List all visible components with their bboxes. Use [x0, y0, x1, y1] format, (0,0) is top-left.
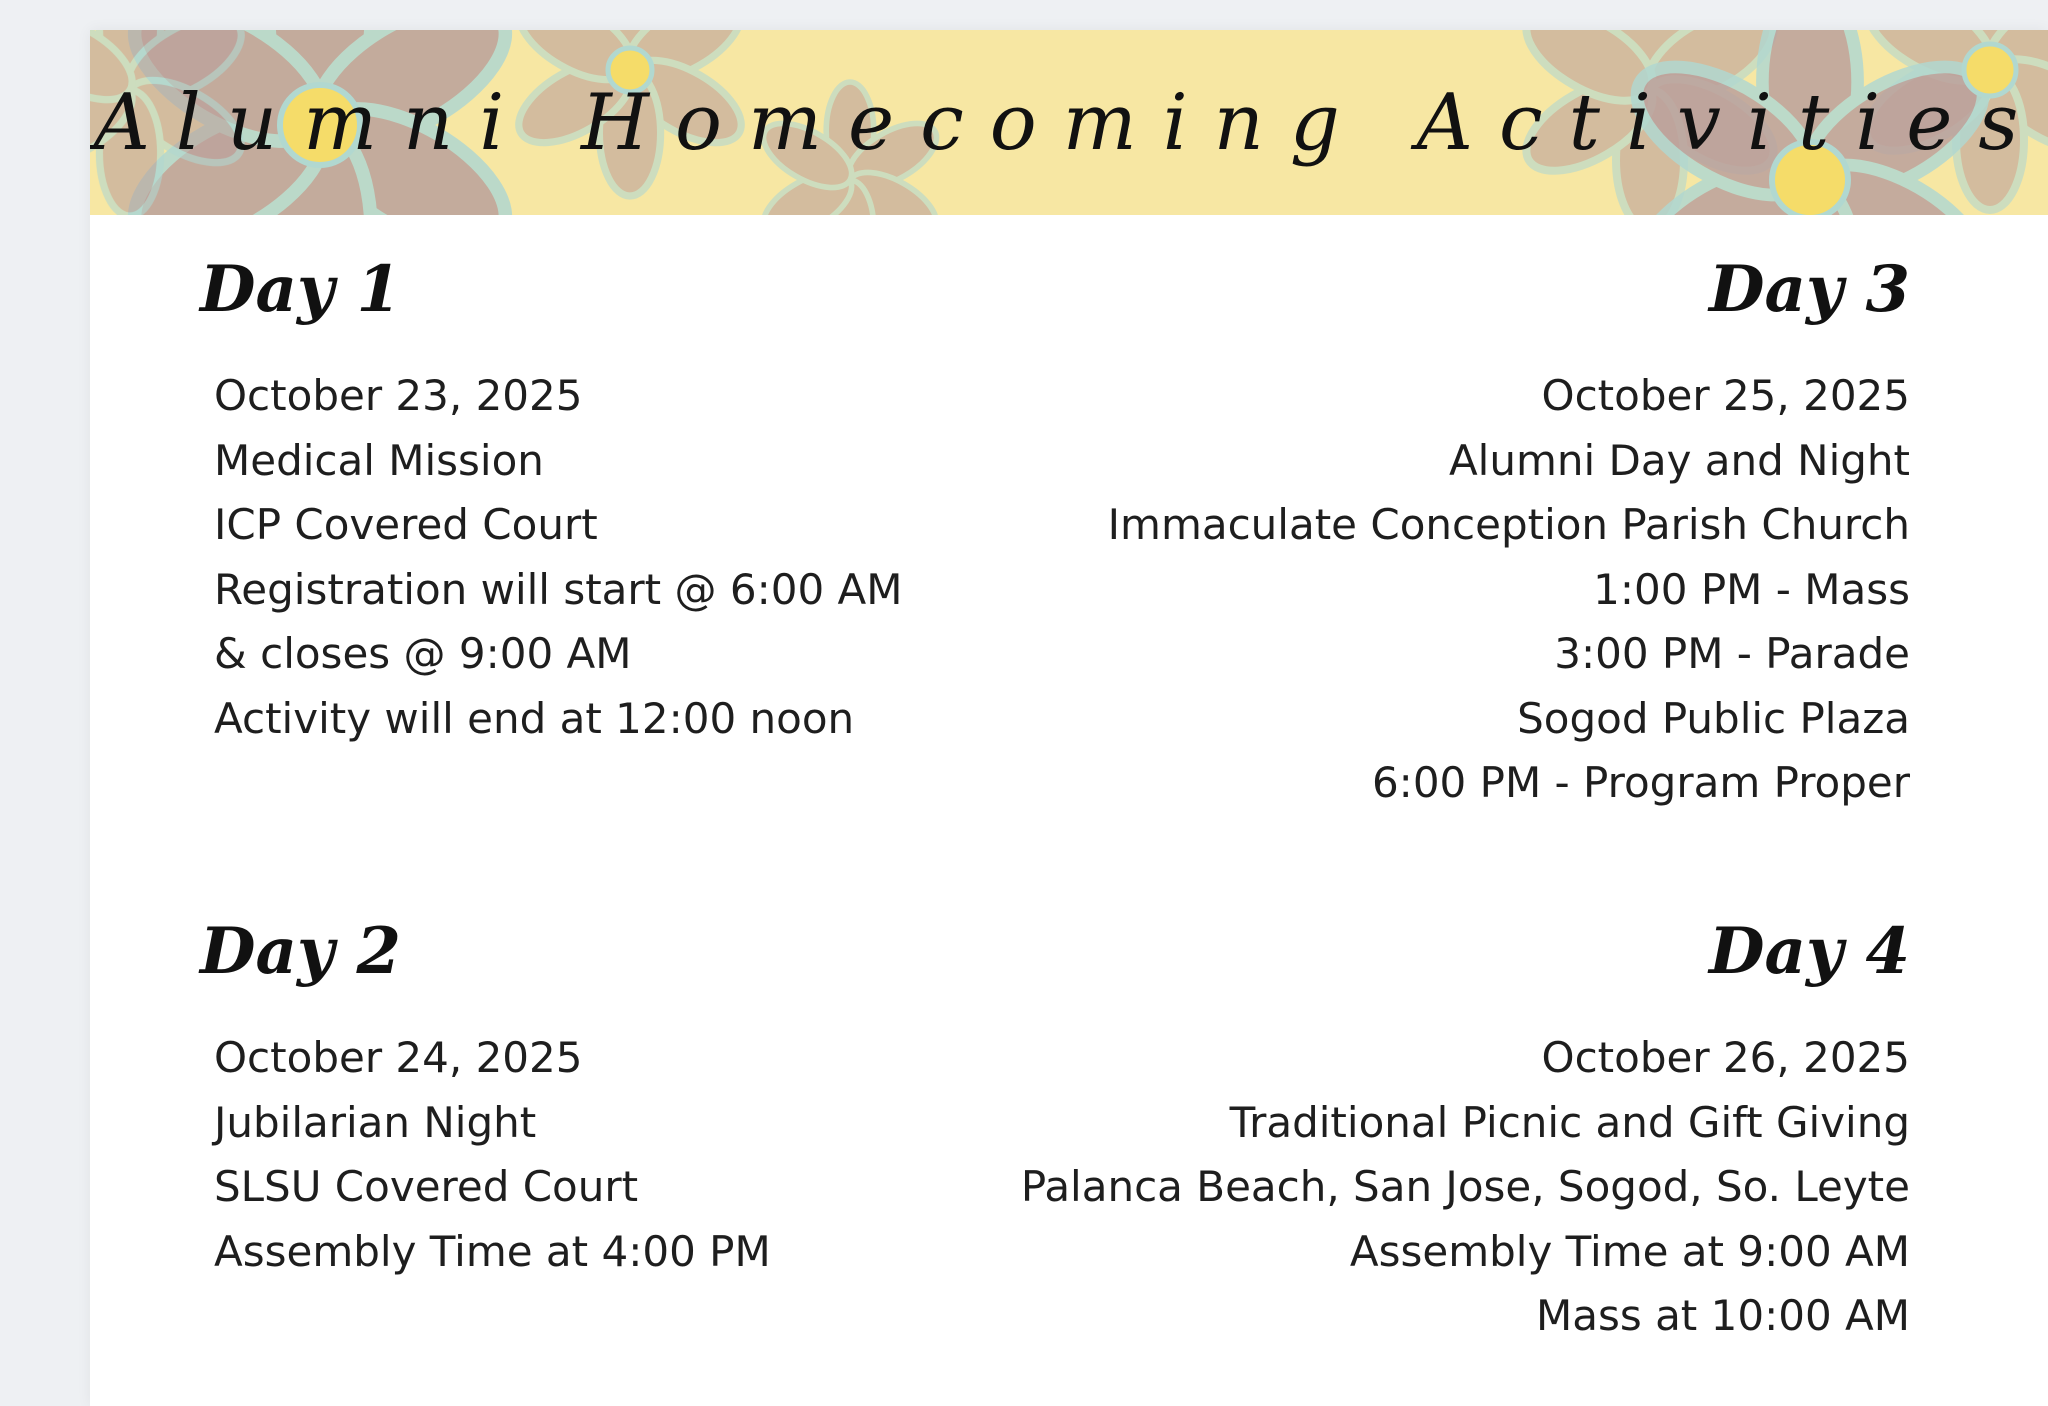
day-detail-line: Palanca Beach, San Jose, Sogod, So. Leyte [1020, 1162, 1910, 1211]
day-detail-line: Medical Mission [214, 435, 544, 485]
day-detail-line: October 25, 2025 [1541, 371, 1910, 420]
day-detail-line: 6:00 PM - Program Proper [1371, 758, 1910, 807]
day-heading: Day 1 [200, 252, 401, 327]
day-detail-line: 3:00 PM - Parade [1554, 629, 1910, 678]
day-detail-line: Alumni Day and Night [1448, 435, 1910, 485]
day-detail-line: & closes @ 9:00 AM [214, 629, 632, 678]
day-detail-line: Assembly Time at 4:00 PM [214, 1226, 771, 1276]
day-4-section [1010, 912, 1910, 1349]
day-detail-line: Assembly Time at 9:00 AM [1349, 1226, 1910, 1276]
day-detail-line: 1:00 PM - Mass [1593, 564, 1910, 614]
day-detail-line: Immaculate Conception Parish Church [1107, 500, 1910, 549]
day-heading: Day 3 [1709, 252, 1910, 327]
day-heading: Day 4 [1709, 914, 1910, 989]
day-detail-line: Activity will end at 12:00 noon [214, 693, 855, 743]
day-detail-line: Jubilarian Night [214, 1097, 537, 1147]
day-detail-line: SLSU Covered Court [214, 1162, 639, 1211]
day-heading: Day 2 [200, 914, 401, 989]
day-2-section [200, 912, 1114, 1284]
day-3-section [1010, 250, 1910, 816]
day-detail-line: October 24, 2025 [214, 1033, 583, 1082]
day-detail-line: October 26, 2025 [1541, 1033, 1910, 1082]
day-detail-line: Mass at 10:00 AM [1535, 1291, 1910, 1340]
schedule-page [90, 30, 2048, 1406]
day-detail-line: Traditional Picnic and Gift Giving [1229, 1097, 1910, 1147]
day-detail-line: Sogod Public Plaza [1517, 693, 1910, 743]
day-detail-line: October 23, 2025 [214, 371, 583, 420]
day-detail-line: ICP Covered Court [214, 500, 598, 549]
header-banner [90, 30, 2048, 215]
day-detail-line: Registration will start @ 6:00 AM [214, 564, 903, 614]
day-1-section [200, 250, 1114, 751]
page-title: Alumni Homecoming Activities [93, 78, 2045, 168]
